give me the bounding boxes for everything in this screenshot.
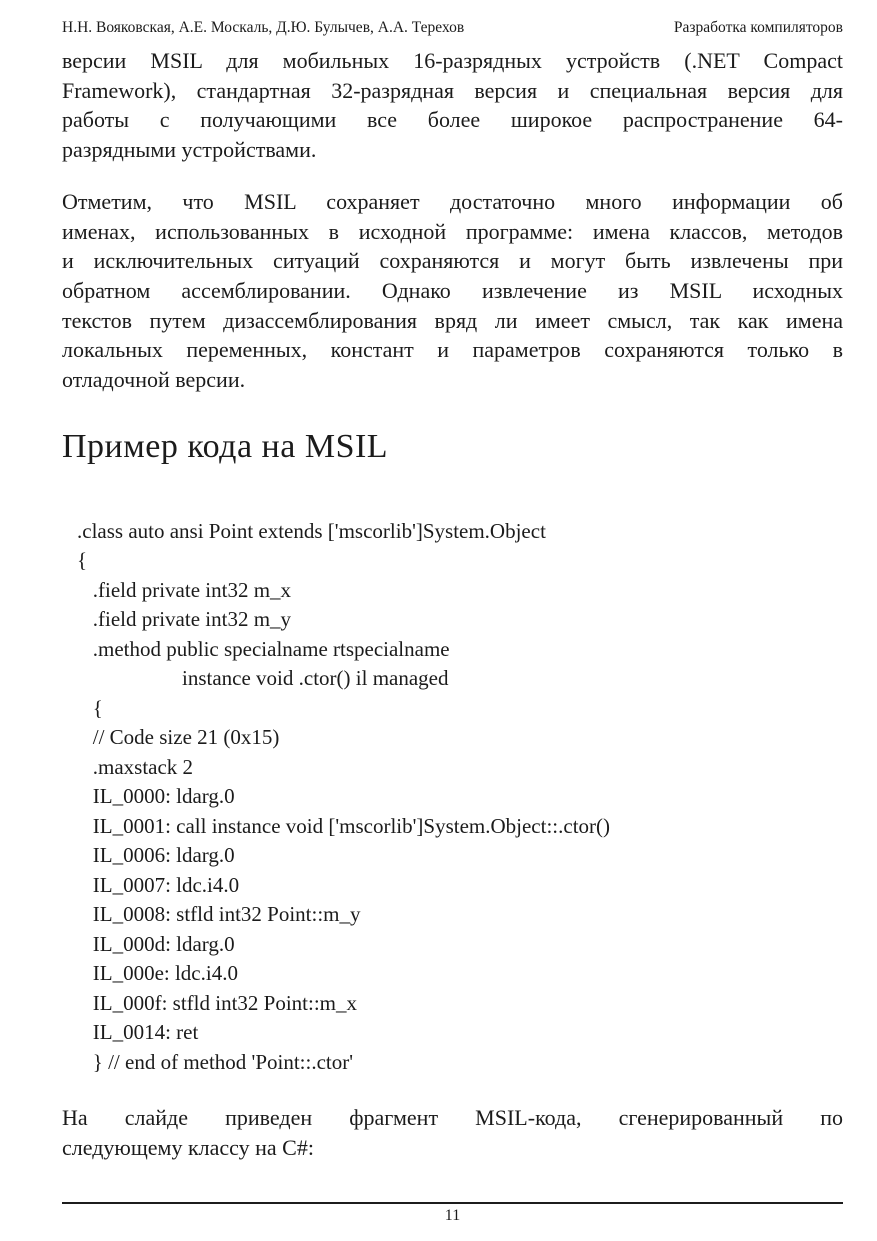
code-line: IL_0001: call instance void ['mscorlib']System.Object::.ctor() [77, 813, 611, 838]
text-line: и исключительных ситуаций сохраняются и могут быть извлечены при [62, 248, 843, 274]
paragraph-msil-versions [62, 46, 843, 165]
section-heading: Пример кода на MSIL [62, 427, 389, 465]
page-number: 11 [444, 1207, 461, 1224]
text-line: обратном ассемблировании. Однако извлечение из MSIL исходных [62, 277, 843, 303]
code-line: IL_0006: ldarg.0 [77, 843, 235, 868]
code-line: { [77, 695, 103, 720]
msil-code-block [77, 517, 843, 1078]
code-line: .field private int32 m_x [77, 577, 292, 602]
code-line: } // end of method 'Point::.ctor' [77, 1049, 354, 1074]
text-line: текстов путем дизассемблирования вряд ли имеет смысл, так как имена [62, 307, 843, 333]
code-line: IL_0014: ret [77, 1020, 199, 1045]
code-line: IL_000f: stfld int32 Point::m_x [77, 990, 358, 1015]
text-line: Framework), стандартная 32-разрядная версия и специальная версия для [62, 77, 843, 103]
code-line: { [77, 548, 88, 573]
header-course-title: Разработка компиляторов [673, 19, 843, 36]
code-line: IL_000e: ldc.i4.0 [77, 961, 238, 986]
text-line: работы с получающими все более широкое распространение 64- [62, 107, 843, 133]
page-header [62, 18, 843, 38]
text-line: локальных переменных, констант и параметров сохраняются только в [62, 337, 843, 363]
paragraph-csharp-note [62, 1103, 843, 1162]
text-line: версии MSIL для мобильных 16-разрядных устройств (.NET Compact [62, 48, 843, 73]
page-footer [62, 1202, 843, 1225]
code-line: .class auto ansi Point extends ['mscorlib']System.Object [77, 518, 546, 543]
code-line: .method public specialname rtspecialname [77, 636, 450, 661]
text-line: Отметим, что MSIL сохраняет достаточно много информации об [62, 188, 843, 214]
code-line: // Code size 21 (0x15) [77, 725, 280, 750]
header-authors: Н.Н. Вояковская, А.Е. Москаль, Д.Ю. Булычев, А.А. Терехов [62, 19, 465, 36]
text-line: отладочной версии. [62, 367, 246, 393]
code-line: .field private int32 m_y [77, 607, 292, 632]
code-line: IL_0000: ldarg.0 [77, 784, 235, 809]
text-line: На слайде приведен фрагмент MSIL-кода, сгенерированный по [62, 1105, 843, 1131]
footer-divider [62, 1202, 843, 1204]
code-line: instance void .ctor() il managed [77, 666, 449, 691]
code-line: IL_0007: ldc.i4.0 [77, 872, 240, 897]
text-line: следующему классу на C#: [62, 1134, 314, 1160]
text-line: разрядными устройствами. [62, 137, 317, 163]
paragraph-msil-names [62, 187, 843, 395]
text-line: именах, использованных в исходной программе: имена классов, методов [62, 218, 843, 244]
code-line: IL_000d: ldarg.0 [77, 931, 235, 956]
code-line: .maxstack 2 [77, 754, 194, 779]
code-line: IL_0008: stfld int32 Point::m_y [77, 902, 361, 927]
